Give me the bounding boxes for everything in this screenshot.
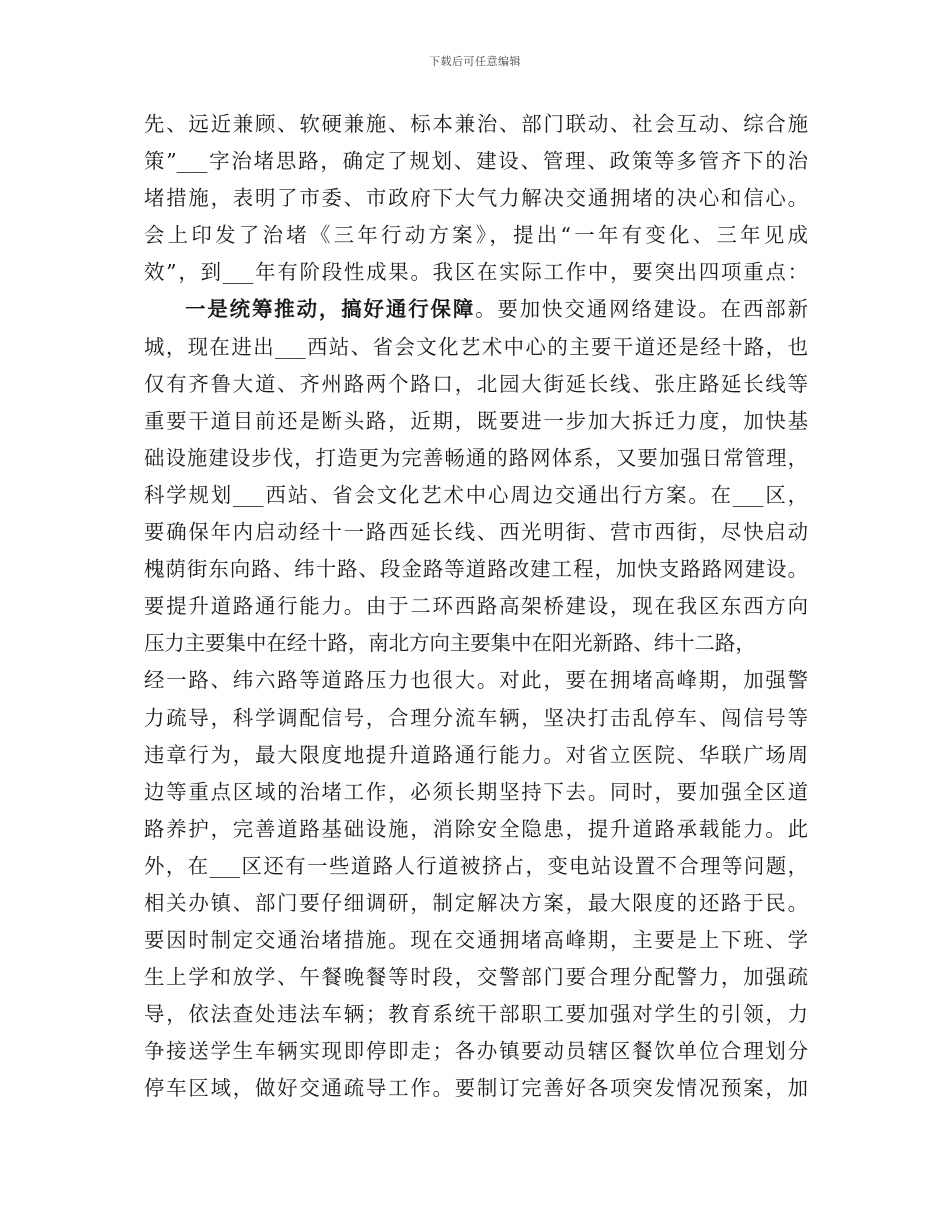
text-line: 础设施建设步伐，打造更为完善畅通的路网体系，又要加强日常管理，	[144, 445, 808, 470]
document-body	[144, 106, 808, 1108]
text-line: 先、远近兼顾、软硬兼施、标本兼治、部门联动、社会互动、综合施	[144, 112, 808, 136]
text-line: 违章行为，最大限度地提升道路通行能力。对省立医院、华联广场周	[144, 742, 808, 767]
text-line: 策”___字治堵思路，确定了规划、建设、管理、政策等多管齐下的治	[144, 149, 808, 174]
text-line: 槐荫街东向路、纬十路、段金路等道路改建工程，加快支路路网建设。	[144, 557, 808, 582]
text-line: 要确保年内启动经十一路西延长线、西光明街、营市西街，尽快启动	[144, 520, 808, 545]
text-line: 争接送学生车辆实现即停即走；各办镇要动员辖区餐饮单位合理划分	[144, 1039, 808, 1064]
text-line: 停车区域，做好交通疏导工作。要制订完善好各项突发情况预案，加	[144, 1076, 808, 1101]
paragraph-start-line	[144, 291, 808, 328]
text-line: 仅有齐鲁大道、齐州路两个路口，北园大街延长线、张庄路延长线等	[144, 371, 808, 396]
text-line: 科学规划___西站、省会文化艺术中心周边交通出行方案。在___区，	[144, 482, 808, 507]
text-run: 。要加快交通网络建设。在西部新	[475, 297, 809, 322]
text-line: 要因时制定交通治堵措施。现在交通拥堵高峰期，主要是上下班、学	[144, 928, 808, 953]
text-line: 会上印发了治堵《三年行动方案》，提出“一年有变化、三年见成	[144, 223, 808, 248]
text-line: 重要干道目前还是断头路，近期，既要进一步加大拆迁力度，加快基	[144, 408, 808, 433]
text-line: 外，在___区还有一些道路人行道被挤占，变电站设置不合理等问题，	[144, 853, 808, 878]
text-line: 要提升道路通行能力。由于二环西路高架桥建设，现在我区东西方向	[144, 594, 808, 619]
text-line: 力疏导，科学调配信号，合理分流车辆，坚决打击乱停车、闯信号等	[144, 705, 808, 730]
text-line: 城，现在进出___西站、省会文化艺术中心的主要干道还是经十路，也	[144, 334, 808, 359]
section-heading: 一是统筹推动，搞好通行保障	[185, 297, 476, 322]
text-line: 压力主要集中在经十路，南北方向主要集中在阳光新路、纬十二路，	[144, 631, 756, 656]
text-line: 效”，到___年有阶段性成果。我区在实际工作中，要突出四项重点：	[144, 260, 808, 285]
text-line: 相关办镇、部门要仔细调研，制定解决方案，最大限度的还路于民。	[144, 890, 808, 915]
text-line: 堵措施，表明了市委、市政府下大气力解决交通拥堵的决心和信心。	[144, 186, 808, 211]
page-header-note: 下载后可任意编辑	[429, 55, 521, 68]
text-line: 边等重点区域的治堵工作，必须长期坚持下去。同时，要加强全区道	[144, 779, 808, 804]
text-line: 导，依法查处违法车辆；教育系统干部职工要加强对学生的引领，力	[144, 1002, 808, 1027]
text-line: 生上学和放学、午餐晚餐等时段，交警部门要合理分配警力，加强疏	[144, 965, 808, 990]
text-line: 路养护，完善道路基础设施，消除安全隐患，提升道路承载能力。此	[144, 816, 808, 841]
text-line: 经一路、纬六路等道路压力也很大。对此，要在拥堵高峰期，加强警	[144, 668, 808, 693]
